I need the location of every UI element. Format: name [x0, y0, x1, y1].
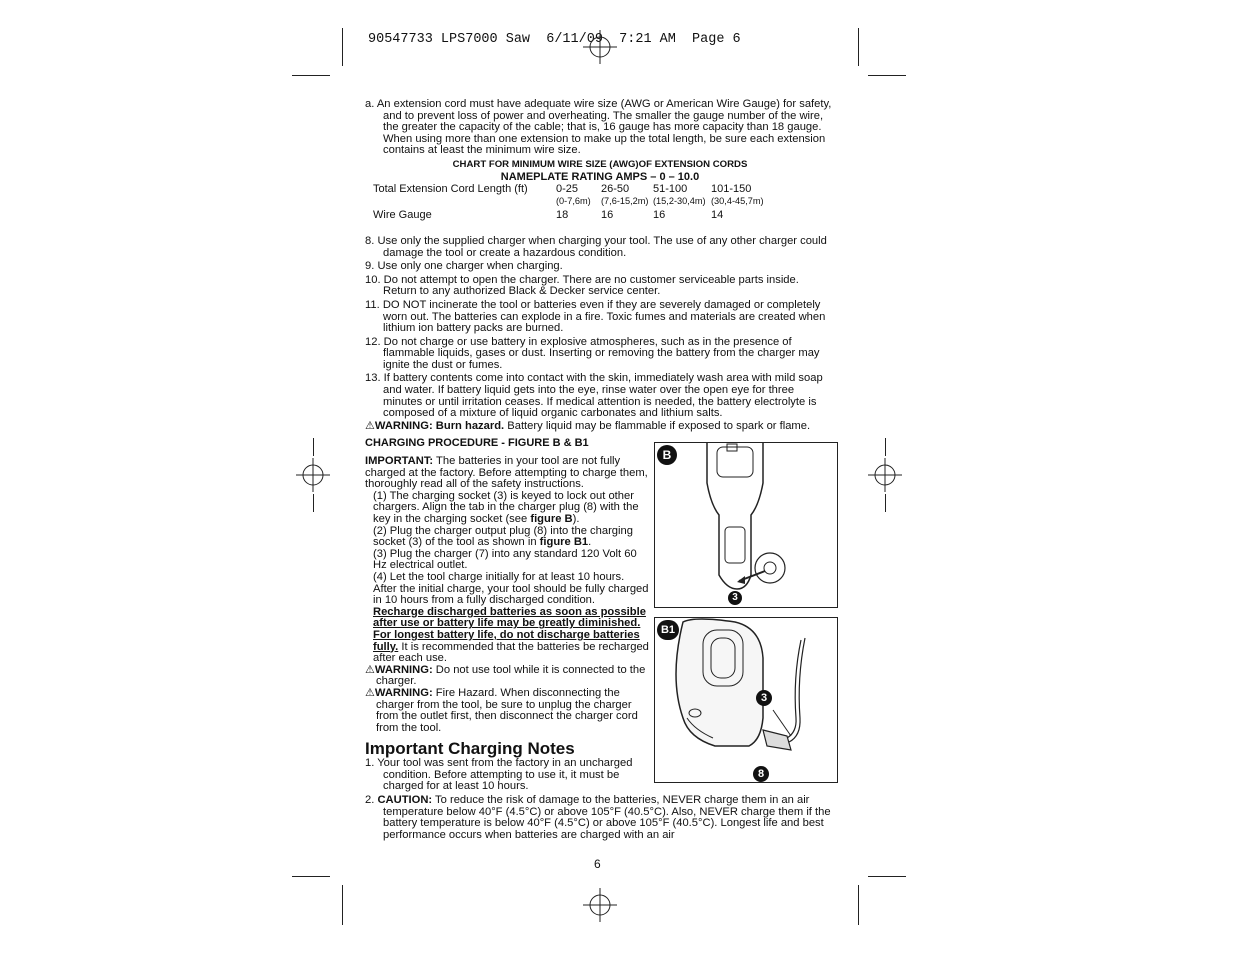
charging-step: (3) Plug the charger (7) into any standard 120 Volt 60 Hz electrical outlet. [373, 547, 637, 572]
wire-gauge-chart [373, 184, 764, 222]
figure-label-badge: B [657, 445, 677, 465]
tool-socket-drawing [655, 443, 837, 607]
gauge-cell: 16 [601, 209, 614, 222]
page-number: 6 [594, 857, 601, 871]
length-cell: 51-100 [653, 183, 688, 196]
gauge-label: Wire Gauge [373, 209, 432, 222]
metric-cell: (30,4-45,7m) [711, 195, 764, 206]
warning-triangle-icon: ⚠ [365, 663, 375, 676]
charging-step: (2) Plug the charger output plug (8) into the charging socket (3) of the tool as shown in figure B1. [373, 524, 633, 549]
gauge-cell: 16 [653, 209, 666, 222]
registration-mark-icon [583, 888, 617, 922]
length-cell: 26-50 [601, 183, 630, 196]
metric-cell: (7,6-15,2m) [601, 195, 649, 206]
print-slug: 90547733 LPS7000 Saw 6/11/09 7:21 AM Page 6 [368, 32, 741, 47]
crop-mark [868, 75, 906, 76]
chart-title: CHART FOR MINIMUM WIRE SIZE (AWG)OF EXTENSION CORDS [452, 158, 748, 170]
note-item: 2. CAUTION: To reduce the risk of damage to the batteries, NEVER charge them in an air temperature below 40°F (4.5°C) or above 105°F (40.5°C). Also, NEVER charge them if the battery temperature is below 40°F (4.5°C) or above 105°F (40.5°C). Longest life and best performance occurs when batteries are charged with an air [365, 794, 831, 841]
figure-label-badge: B1 [657, 620, 679, 640]
crop-mark [858, 885, 859, 925]
important-note: IMPORTANT: The batteries in your tool are not fully charged at the factory. Before attempting to charge them, thoroughly read all of the safety instructions. [365, 455, 648, 491]
callout-badge: 8 [753, 766, 769, 782]
callout-badge: 3 [756, 690, 772, 706]
registration-mark-icon [583, 30, 617, 64]
rule-item: 12. Do not charge or use battery in explosive atmospheres, such as in the presence of flammable liquids, gases or dust. Inserting or removing the battery from the charger may ignite the dust or fumes. [365, 335, 820, 371]
recharge-note: Recharge discharged batteries as soon as possible after use or battery life may be greatly diminished. For longest battery life, do not discharge batteries fully. It is recommended that the batteries be recharged after each use. [373, 605, 649, 665]
crop-mark [885, 494, 886, 512]
notes-heading: Important Charging Notes [365, 739, 575, 759]
registration-mark-icon [868, 458, 902, 492]
rule-item: 8. Use only the supplied charger when charging your tool. The use of any other charger could damage the tool or create a hazardous condition. [365, 234, 827, 259]
figure-b1 [654, 617, 838, 783]
callout-badge: 3 [728, 591, 742, 605]
rule-item: 9. Use only one charger when charging. [365, 260, 563, 273]
chart-subtitle: NAMEPLATE RATING AMPS – 0 – 10.0 [500, 170, 700, 183]
crop-mark [292, 876, 330, 877]
length-cell: 101-150 [711, 183, 752, 196]
warning-triangle-icon: ⚠ [365, 419, 375, 432]
charging-step: (1) The charging socket (3) is keyed to lock out other chargers. Align the tab in the charger plug (8) with the key in the charging socket (see figure B). [373, 489, 639, 525]
charging-step: (4) Let the tool charge initially for at least 10 hours. After the initial charge, your tool should be fully charged in 10 hours from a fully discharged condition. [373, 570, 649, 607]
gauge-cell: 18 [556, 209, 569, 222]
tool-charging-drawing [655, 618, 837, 782]
figure-b [654, 442, 838, 608]
metric-cell: (0-7,6m) [556, 195, 591, 206]
crop-mark [292, 75, 330, 76]
registration-mark-icon [296, 458, 330, 492]
rule-item: 11. DO NOT incinerate the tool or batteries even if they are severely damaged or completely worn out. The batteries can explode in a fire. Toxic fumes and materials are created when lithium ion battery packs are burned. [365, 298, 826, 335]
crop-mark [342, 885, 343, 925]
crop-mark [313, 438, 314, 456]
crop-mark [868, 876, 906, 877]
length-cell: 0-25 [556, 183, 579, 196]
rule-item: 13. If battery contents come into contact with the skin, immediately wash area with mild soap and water. If battery liquid gets into the eye, rinse water over the open eye for three minutes or until irritation ceases. If medical attention is needed, the battery electrolyte is composed of a mixture of liquid organic carbonates and lithium salts. [365, 372, 823, 420]
metric-cell: (15,2-30,4m) [653, 195, 706, 206]
fire-warning: ⚠WARNING: Fire Hazard. When disconnecting the charger from the tool, be sure to unplug the charger from the outlet first, then disconnect the charger cord from the tool. [365, 686, 638, 734]
length-label: Total Extension Cord Length (ft) [373, 183, 528, 196]
crop-mark [342, 28, 343, 66]
crop-mark [313, 494, 314, 512]
extension-cord-paragraph: a. An extension cord must have adequate wire size (AWG or American Wire Gauge) for safety, and to prevent loss of power and overheating. The smaller the gauge number of the wire, the greater the capacity of the cable; that is, 16 gauge has more capacity than 18 gauge. When using more than one extension to make up the total length, be sure each extension contains at least the minimum wire size. [365, 98, 832, 157]
crop-mark [885, 438, 886, 456]
crop-mark [858, 28, 859, 66]
gauge-cell: 14 [711, 209, 724, 222]
warning-triangle-icon: ⚠ [365, 686, 375, 699]
rule-item: 10. Do not attempt to open the charger. There are no customer serviceable parts inside. Return to any authorized Black & Decker service center. [365, 273, 799, 298]
burn-warning: ⚠WARNING: Burn hazard. Battery liquid may be flammable if exposed to spark or flame. [365, 419, 811, 432]
charger-warning: ⚠WARNING: Do not use tool while it is connected to the charger. [365, 663, 646, 688]
charging-heading: CHARGING PROCEDURE - FIGURE B & B1 [365, 437, 589, 450]
note-item: 1. Your tool was sent from the factory in an uncharged condition. Before attempting to use it, it must be charged for at least 10 hours. [365, 757, 633, 793]
